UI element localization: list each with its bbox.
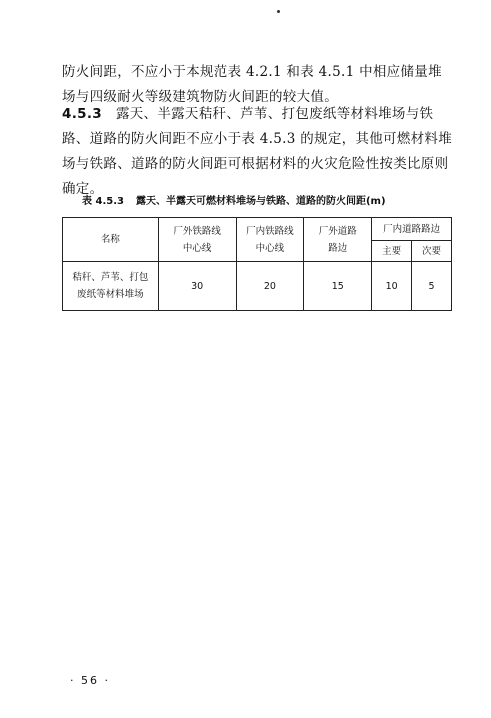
cell-outside-road: 15 <box>304 262 372 311</box>
table-row <box>63 262 452 311</box>
row-name: 秸秆、芦苇、打包 废纸等材料堆场 <box>63 262 159 311</box>
clause-4-5-3 <box>62 102 454 202</box>
page-number: · 56 · <box>70 674 110 687</box>
cell-outside-rail: 30 <box>158 262 236 311</box>
paragraph-continuation: 防火间距，不应小于本规范表 4.2.1 和表 4.5.1 中相应储量堆场与四级耐火等级建筑物防火间距的较大值。 <box>62 64 442 105</box>
table-caption <box>82 192 442 207</box>
fire-distance-table <box>62 217 452 311</box>
header-inside-road-main: 主要 <box>372 241 412 262</box>
header-inside-rail: 厂内铁路线 中心线 <box>236 218 304 262</box>
clause-number: 4.5.3 <box>62 106 102 122</box>
header-outside-rail: 厂外铁路线 中心线 <box>158 218 236 262</box>
table-caption-title: 露天、半露天可燃材料堆场与铁路、道路的防火间距(m) <box>135 196 386 207</box>
cell-inside-road-secondary: 5 <box>412 262 452 311</box>
header-outside-road: 厂外道路 路边 <box>304 218 372 262</box>
cell-inside-road-main: 10 <box>372 262 412 311</box>
header-inside-road: 厂内道路路边 <box>372 218 452 241</box>
header-inside-road-secondary: 次要 <box>412 241 452 262</box>
scan-dot-mark <box>277 10 280 13</box>
header-name: 名称 <box>63 218 159 262</box>
cell-inside-rail: 20 <box>236 262 304 311</box>
clause-text: 露天、半露天秸秆、芦苇、打包废纸等材料堆场与铁路、道路的防火间距不应小于表 4.5.3 的规定，其他可燃材料堆场与铁路、道路的防火间距可根据材料的火灾危险性按类比原则确定。 <box>62 106 453 197</box>
table-caption-number: 表 4.5.3 <box>82 196 124 207</box>
